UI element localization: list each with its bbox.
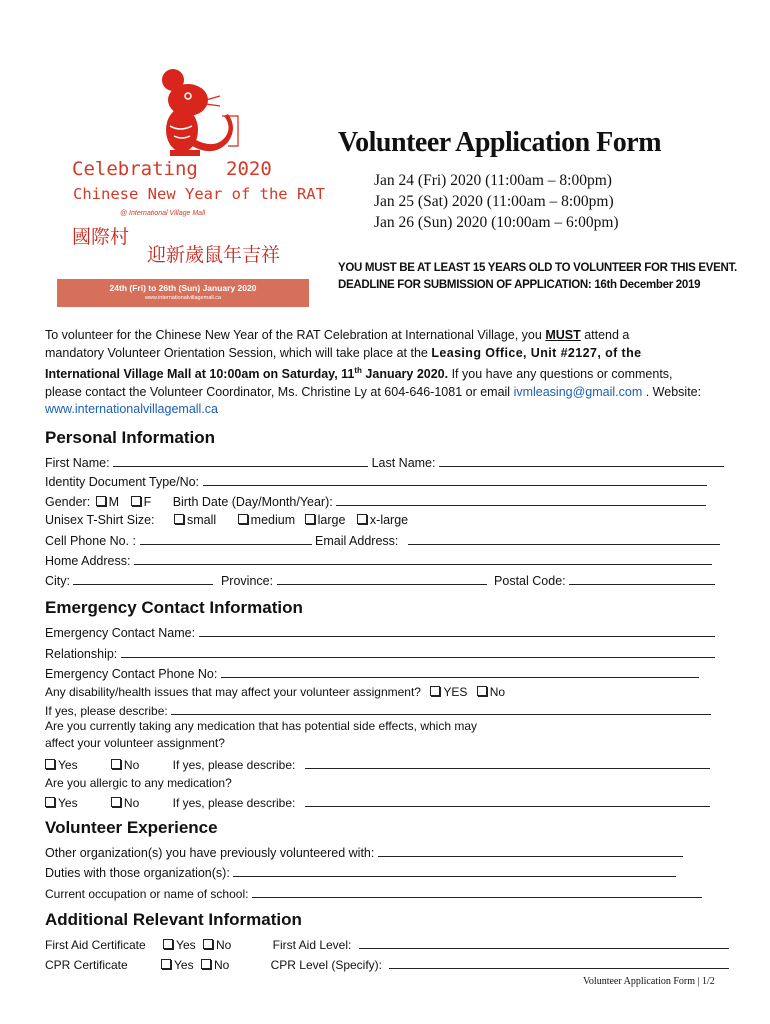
medication-question-2: affect your volunteer assignment? — [45, 736, 225, 750]
allergic-describe-label: If yes, please describe: — [172, 796, 296, 810]
medication-question-1: Are you currently taking any medication that has potential side effects, which may — [45, 719, 478, 733]
first-aid-no-checkbox[interactable] — [203, 939, 213, 949]
row-emergency-phone — [45, 664, 699, 682]
disability-yes-label: YES — [443, 685, 468, 699]
poster-url: www.internationalvillagemall.ca — [144, 295, 222, 301]
row-disability-describe — [45, 701, 711, 719]
postal-field[interactable] — [569, 571, 715, 585]
cpr-level-field[interactable] — [389, 955, 729, 969]
row-cpr — [45, 955, 729, 973]
shirt-xlarge-label: x-large — [369, 513, 409, 527]
disability-describe-label: If yes, please describe: — [45, 704, 168, 718]
poster-banner — [57, 279, 309, 307]
shirt-large-checkbox[interactable] — [305, 514, 315, 524]
poster-subtitle: Chinese New Year of the RAT — [73, 185, 325, 203]
duties-field[interactable] — [233, 863, 676, 877]
website-link[interactable]: www.internationalvillagemall.ca — [45, 402, 218, 417]
birth-label: Birth Date (Day/Month/Year): — [172, 495, 333, 509]
row-city — [45, 571, 715, 589]
cpr-no-checkbox[interactable] — [201, 959, 211, 969]
city-label: City: — [45, 574, 70, 588]
allergic-no-checkbox[interactable] — [111, 797, 121, 807]
intro-session-date: January 2020. — [361, 367, 449, 382]
row-names — [45, 453, 724, 471]
row-other-orgs — [45, 843, 683, 861]
cpr-yes-label: Yes — [174, 958, 194, 972]
row-occupation — [45, 884, 702, 902]
shirt-small-checkbox[interactable] — [174, 514, 184, 524]
allergic-describe-field[interactable] — [305, 793, 710, 807]
date-line: Jan 26 (Sun) 2020 (10:00am – 6:00pm) — [374, 214, 619, 231]
gender-f-checkbox[interactable] — [131, 496, 141, 506]
allergic-question: Are you allergic to any medication? — [45, 776, 232, 790]
intro-text: To volunteer for the Chinese New Year of the RAT Celebration at International Village, you — [45, 328, 546, 342]
cpr-label: CPR Certificate — [45, 958, 128, 972]
experience-heading: Volunteer Experience — [45, 818, 218, 837]
disability-no-label: No — [489, 685, 506, 699]
intro-office: Leasing Office, Unit #2127, of the — [431, 345, 642, 360]
first-name-label: First Name: — [45, 456, 110, 470]
row-relationship — [45, 644, 715, 662]
intro-session: International Village Mall at 10:00am on Saturday, 11 — [45, 367, 355, 382]
province-label: Province: — [220, 574, 274, 588]
rat-logo — [140, 66, 250, 161]
shirt-medium-checkbox[interactable] — [238, 514, 248, 524]
emergency-name-field[interactable] — [199, 623, 715, 637]
email-field[interactable] — [408, 531, 720, 545]
postal-label: Postal Code: — [494, 574, 566, 588]
first-aid-no-label: No — [215, 938, 232, 952]
first-name-field[interactable] — [113, 453, 368, 467]
disability-no-checkbox[interactable] — [477, 686, 487, 696]
duties-label: Duties with those organization(s): — [45, 866, 230, 880]
last-name-label: Last Name: — [371, 456, 436, 470]
emergency-name-label: Emergency Contact Name: — [45, 626, 196, 640]
first-aid-label: First Aid Certificate — [45, 938, 146, 952]
medication-yes-checkbox[interactable] — [45, 759, 55, 769]
gender-f-label: F — [143, 495, 152, 509]
medication-no-checkbox[interactable] — [111, 759, 121, 769]
first-aid-level-field[interactable] — [359, 935, 729, 949]
other-orgs-label: Other organization(s) you have previously volunteered with: — [45, 846, 375, 860]
intro-text: mandatory Volunteer Orientation Session, which will take place at the — [45, 345, 432, 360]
row-gender — [45, 492, 706, 510]
intro-sup: th — [354, 366, 362, 375]
medication-no-label: No — [123, 758, 140, 772]
page-title: Volunteer Application Form — [338, 127, 662, 158]
date-line: Jan 25 (Sat) 2020 (11:00am – 8:00pm) — [374, 193, 614, 210]
intro-text: . Website: — [642, 384, 702, 399]
row-identity — [45, 472, 707, 490]
province-field[interactable] — [277, 571, 487, 585]
first-aid-level-label: First Aid Level: — [272, 938, 352, 952]
cell-label: Cell Phone No. : — [45, 534, 137, 548]
identity-label: Identity Document Type/No: — [45, 475, 200, 489]
row-shirt — [45, 512, 408, 528]
email-link[interactable]: ivmleasing@gmail.com — [513, 384, 643, 399]
poster-venue: @ International Village Mall — [120, 210, 206, 217]
intro-paragraph — [45, 327, 735, 419]
relationship-label: Relationship: — [45, 647, 118, 661]
row-disability — [45, 684, 505, 700]
first-aid-yes-label: Yes — [176, 938, 196, 952]
shirt-label: Unisex T-Shirt Size: — [45, 513, 155, 527]
cpr-level-label: CPR Level (Specify): — [270, 958, 383, 972]
last-name-field[interactable] — [439, 453, 724, 467]
cpr-no-label: No — [213, 958, 230, 972]
birth-field[interactable] — [336, 492, 706, 506]
shirt-medium-label: medium — [250, 513, 296, 527]
emergency-phone-field[interactable] — [221, 664, 699, 678]
shirt-large-label: large — [317, 513, 346, 527]
home-field[interactable] — [134, 551, 712, 565]
age-notice: YOU MUST BE AT LEAST 15 YEARS OLD TO VOLUNTEER FOR THIS EVENT. — [338, 262, 737, 274]
gender-m-label: M — [108, 495, 120, 509]
medication-describe-field[interactable] — [305, 755, 710, 769]
row-duties — [45, 863, 676, 881]
disability-describe-field[interactable] — [171, 701, 711, 715]
disability-yes-checkbox[interactable] — [430, 686, 440, 696]
event-dates — [374, 170, 619, 233]
poster-celebrating: Celebrating — [72, 158, 198, 180]
city-field[interactable] — [73, 571, 213, 585]
gender-label: Gender: — [45, 495, 91, 509]
row-first-aid — [45, 935, 729, 953]
poster-hanzi-1: 國際村 — [72, 226, 130, 248]
email-label: Email Address: — [315, 534, 399, 548]
occupation-label: Current occupation or name of school: — [45, 887, 249, 901]
allergic-no-label: No — [123, 796, 140, 810]
personal-heading: Personal Information — [45, 428, 216, 447]
page-footer: Volunteer Application Form | 1/2 — [583, 976, 715, 987]
intro-must: MUST — [545, 328, 581, 342]
home-label: Home Address: — [45, 554, 131, 568]
intro-text: If you have any questions or comments, — [448, 367, 673, 382]
row-home — [45, 551, 712, 569]
first-aid-yes-checkbox[interactable] — [163, 939, 173, 949]
disability-label: Any disability/health issues that may affect your volunteer assignment? — [45, 685, 421, 699]
deadline-notice: DEADLINE FOR SUBMISSION OF APPLICATION: 16th December 2019 — [338, 279, 701, 291]
row-emergency-name — [45, 623, 715, 641]
emergency-phone-label: Emergency Contact Phone No: — [45, 667, 218, 681]
other-orgs-field[interactable] — [378, 843, 683, 857]
medication-yes-label: Yes — [58, 758, 78, 772]
row-allergic-answer — [45, 793, 710, 811]
gender-m-checkbox[interactable] — [96, 496, 106, 506]
intro-text: please contact the Volunteer Coordinator, Ms. Christine Ly at 604-646-1081 or email — [45, 384, 514, 399]
row-medication-answer — [45, 755, 710, 773]
identity-field[interactable] — [203, 472, 707, 486]
relationship-field[interactable] — [121, 644, 715, 658]
cpr-yes-checkbox[interactable] — [161, 959, 171, 969]
poster-hanzi-2: 迎新歲鼠年吉祥 — [147, 244, 281, 266]
poster-year: 2020 — [226, 158, 272, 180]
cell-field[interactable] — [140, 531, 312, 545]
allergic-yes-label: Yes — [58, 796, 78, 810]
date-line: Jan 24 (Fri) 2020 (11:00am – 8:00pm) — [374, 172, 612, 189]
medication-describe-label: If yes, please describe: — [172, 758, 296, 772]
intro-text: attend a — [580, 328, 630, 342]
shirt-xlarge-checkbox[interactable] — [357, 514, 367, 524]
shirt-small-label: small — [187, 513, 217, 527]
occupation-field[interactable] — [252, 884, 702, 898]
additional-heading: Additional Relevant Information — [45, 910, 302, 929]
poster-dates: 24th (Fri) to 26th (Sun) January 2020 — [109, 283, 257, 293]
allergic-yes-checkbox[interactable] — [45, 797, 55, 807]
row-contact — [45, 531, 720, 549]
emergency-heading: Emergency Contact Information — [45, 598, 303, 617]
